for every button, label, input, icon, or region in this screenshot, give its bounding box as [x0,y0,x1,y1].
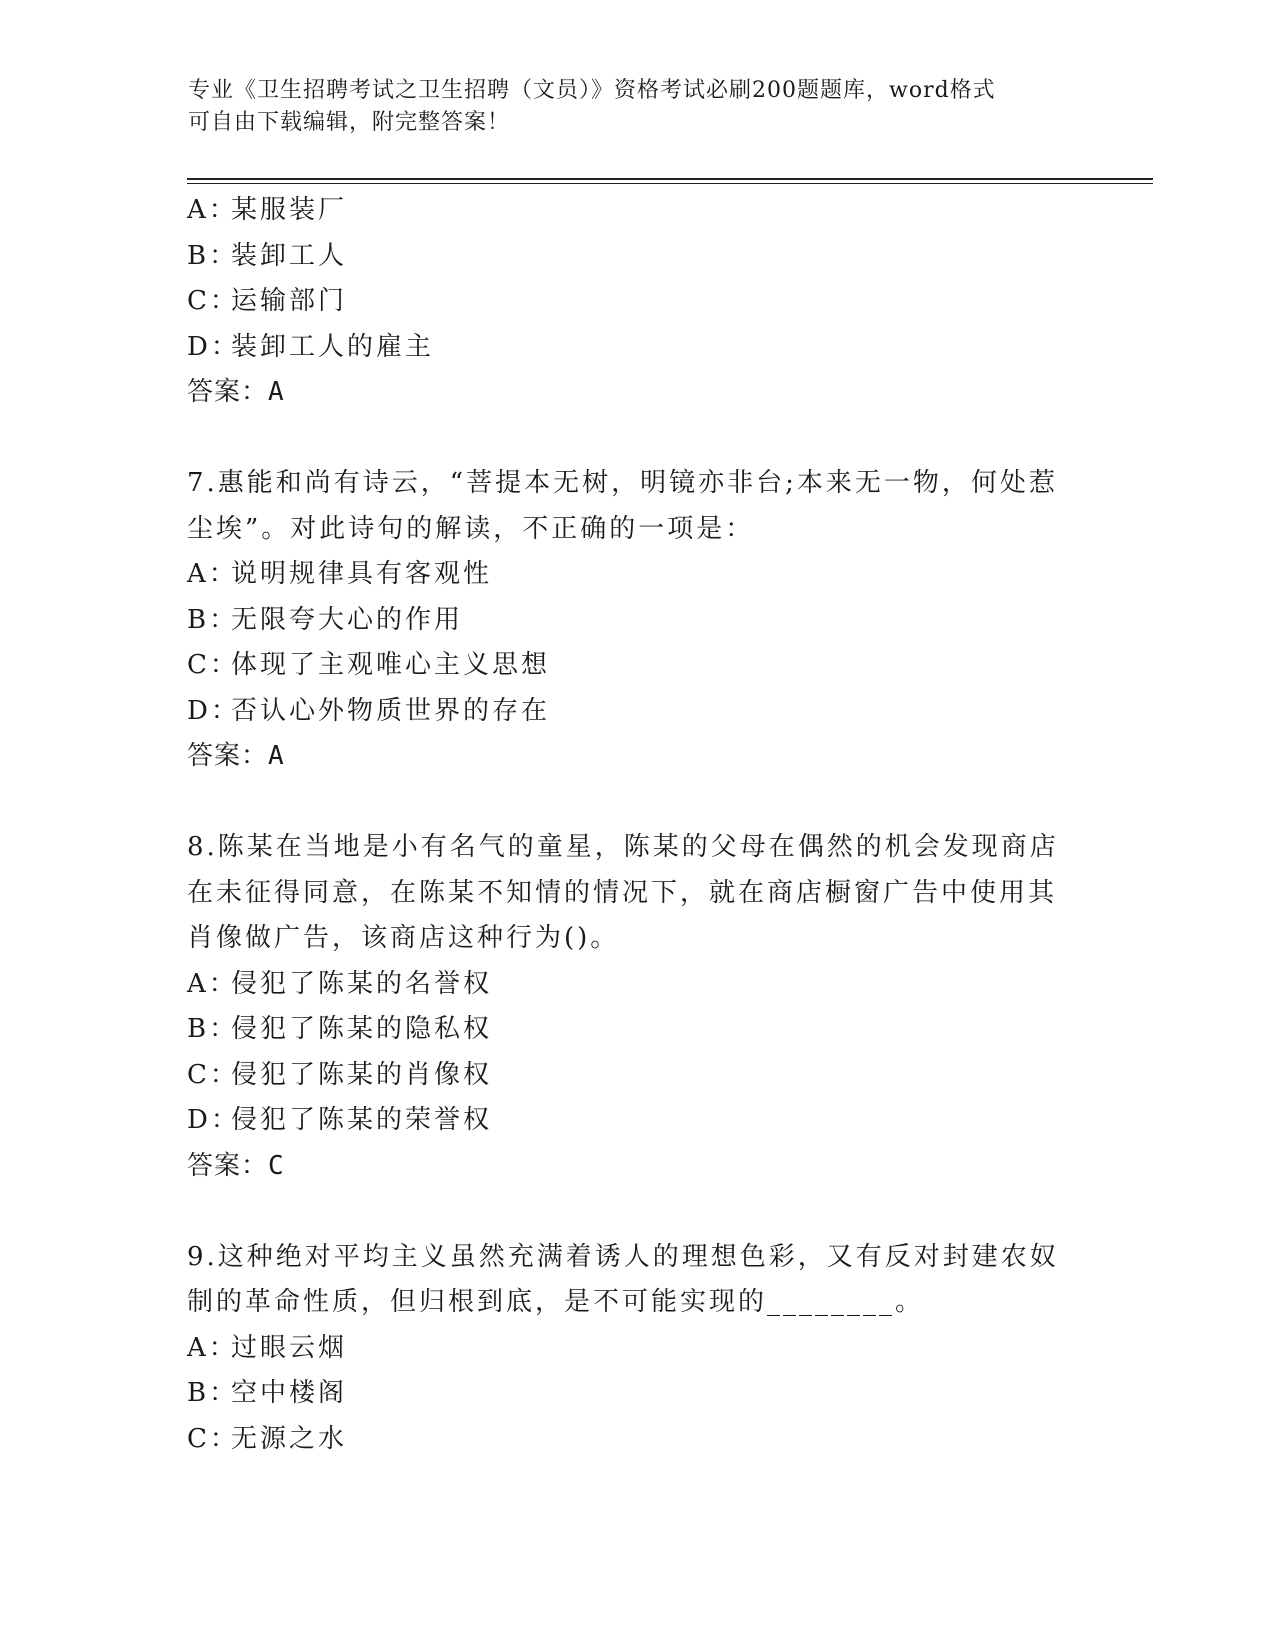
option-a [187,962,1087,1008]
question-block-9 [187,1235,1087,1463]
answer-line [187,734,1087,780]
option-a [187,188,1087,234]
option-c [187,643,1087,689]
option-key: D： [187,1105,240,1135]
option-key: D： [187,695,240,726]
option-key: A： [187,195,238,225]
option-key: A： [187,559,238,589]
option-text: 侵犯了陈某的肖像权 [231,1059,493,1090]
option-c [187,279,1087,325]
option-text: 无源之水 [231,1423,348,1454]
option-text: 说明规律具有客观性 [231,559,493,589]
option-d [187,1098,1087,1144]
option-key: C： [187,1423,239,1454]
option-key: B： [187,1014,239,1044]
question-block-8 [187,825,1087,1189]
option-d [187,325,1087,371]
option-d [187,689,1087,735]
header-line-1: 专业《卫生招聘考试之卫生招聘（文员）》资格考试必刷200题题库，word格式 [188,78,996,103]
option-text: 空中楼阁 [231,1378,348,1408]
question-list [187,188,1087,1462]
option-text: 装卸工人的雇主 [231,331,435,362]
answer-label: 答案： [187,1150,269,1181]
question-text-content: 8.陈某在当地是小有名气的童星，陈某的父母在偶然的机会发现商店在未征得同意，在陈某不知情的情况下，就在商店橱窗广告中使用其肖像做广告，该商店这种行为()。 [187,832,1059,953]
answer-value: A [268,377,285,407]
option-c [187,1053,1087,1099]
option-text: 装卸工人 [231,240,348,271]
answer-line [187,1144,1087,1190]
answer-value: A [268,741,285,771]
option-text: 否认心外物质世界的存在 [231,695,551,726]
option-b [187,234,1087,280]
option-text: 侵犯了陈某的名誉权 [231,968,493,999]
option-text: 体现了主观唯心主义思想 [231,650,551,680]
header-rule-thick [187,178,1153,180]
answer-line [187,370,1087,416]
option-key: A： [187,1332,238,1363]
answer-value: C [268,1150,285,1181]
header-line-2: 可自由下载编辑，附完整答案！ [188,110,511,135]
option-text: 无限夸大心的作用 [231,604,464,635]
option-key: C： [187,650,239,680]
option-b [187,598,1087,644]
document-header [188,75,1068,139]
option-text: 某服装厂 [231,195,348,225]
option-a [187,552,1087,598]
option-text: 侵犯了陈某的荣誉权 [231,1105,493,1135]
option-c [187,1417,1087,1463]
option-key: A： [187,968,238,999]
option-a [187,1326,1087,1372]
option-key: D： [187,331,240,362]
option-text: 侵犯了陈某的隐私权 [231,1014,493,1044]
question-block-prev [187,188,1087,416]
answer-label: 答案： [187,377,269,407]
question-text [187,1235,1067,1326]
question-block-7 [187,461,1087,780]
option-text: 运输部门 [231,286,348,316]
option-key: B： [187,240,239,271]
question-text-content: 7.惠能和尚有诗云，“菩提本无树，明镜亦非台;本来无一物，何处惹尘埃”。对此诗句的解读，不正确的一项是： [187,468,1058,544]
option-b [187,1007,1087,1053]
header-rule-thin [187,183,1153,184]
option-key: C： [187,286,239,316]
option-key: C： [187,1059,239,1090]
option-key: B： [187,1378,239,1408]
answer-label: 答案： [187,741,269,771]
option-b [187,1371,1087,1417]
question-text [187,825,1067,962]
question-text-content: 9.这种绝对平均主义虽然充满着诱人的理想色彩，又有反对封建农奴制的革命性质，但归根到底，是不可能实现的________。 [187,1241,1059,1317]
option-text: 过眼云烟 [231,1332,348,1363]
question-text [187,461,1067,552]
option-key: B： [187,604,239,635]
